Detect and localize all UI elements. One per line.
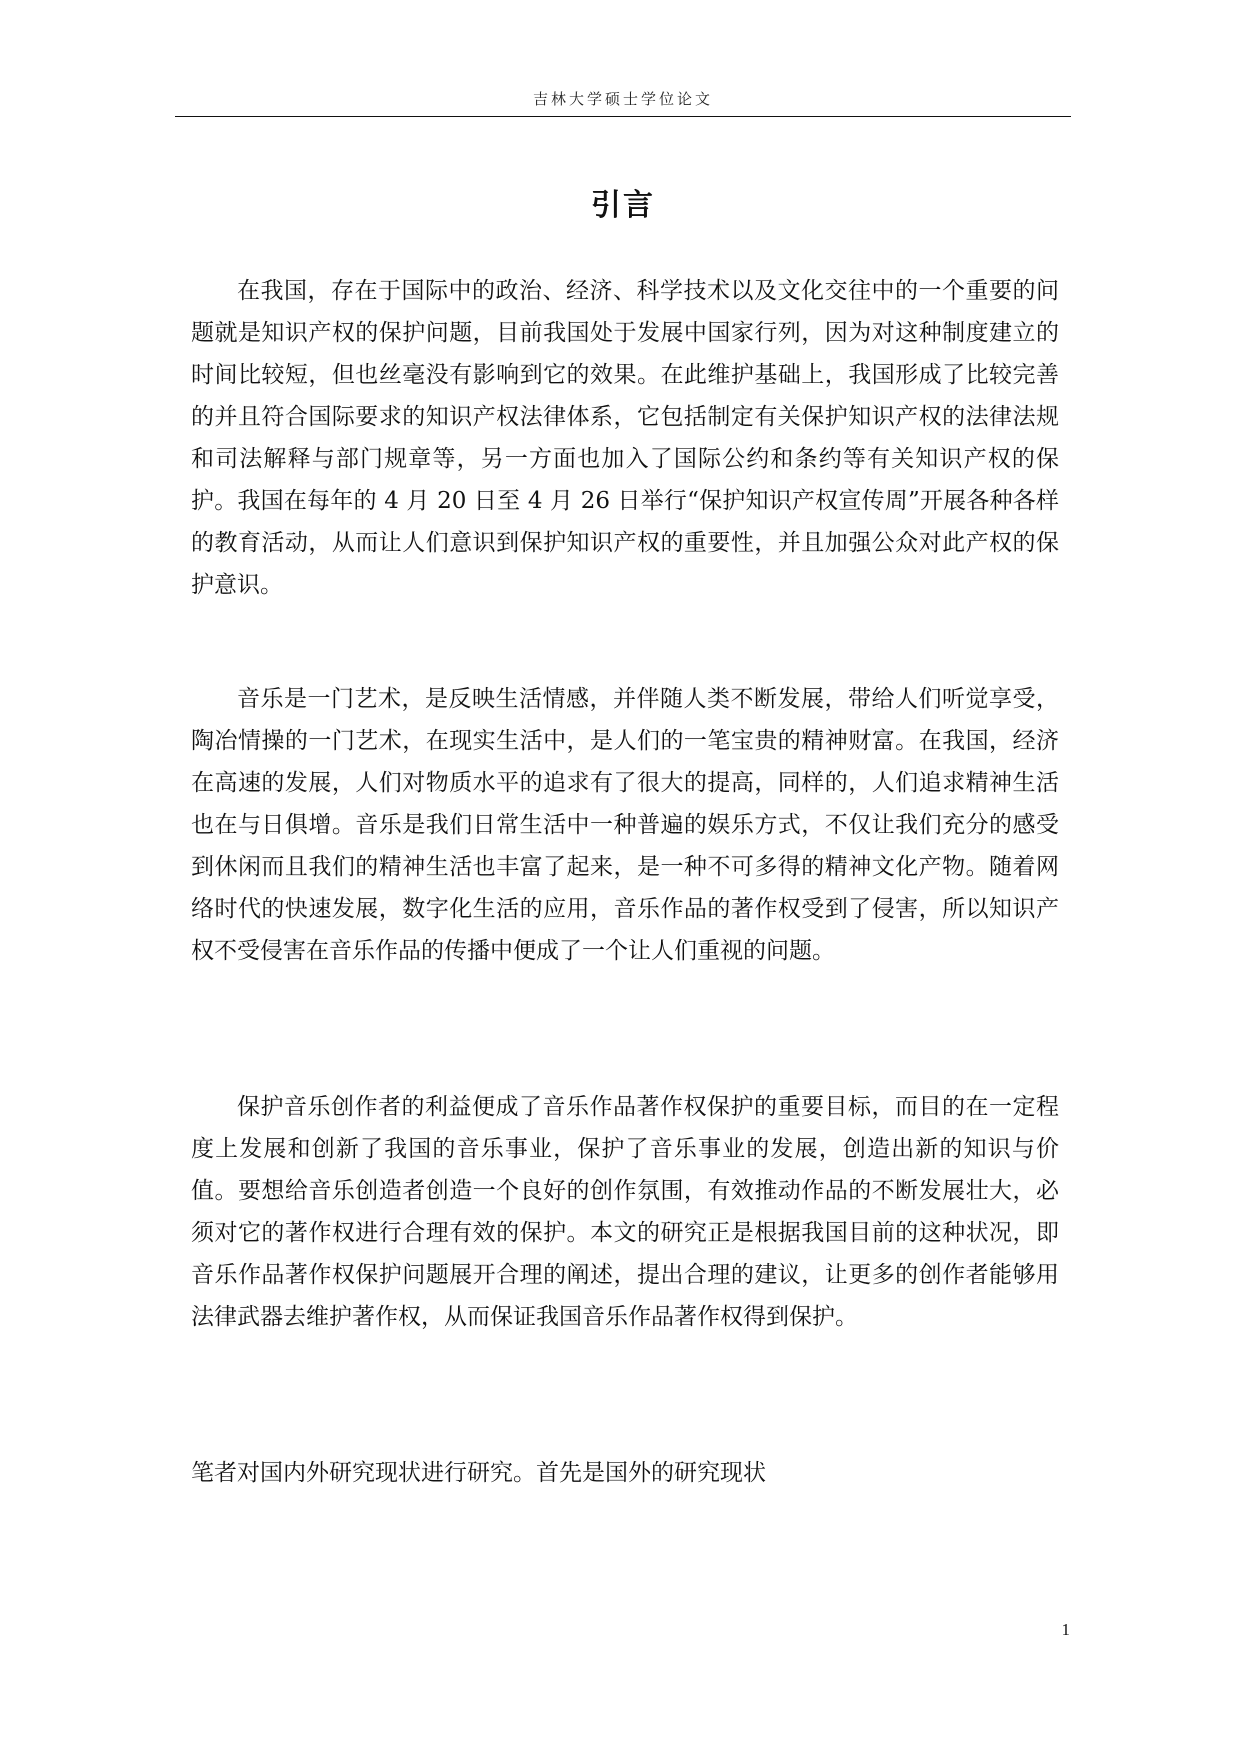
paragraph-2: 音乐是一门艺术，是反映生活情感，并伴随人类不断发展，带给人们听觉享受，陶冶情操的一门艺术，在现实生活中，是人们的一笔宝贵的精神财富。在我国，经济在高速的发展，人们对物质水平的追求有了很大的提高，同样的，人们追求精神生活也在与日俱增。音乐是我们日常生活中一种普遍的娱乐方式，不仅让我们充分的感受到休闲而且我们的精神生活也丰富了起来，是一种不可多得的精神文化产物。随着网络时代的快速发展，数字化生活的应用，音乐作品的著作权受到了侵害，所以知识产权不受侵害在音乐作品的传播中便成了一个让人们重视的问题。 bbox=[191, 686, 1059, 964]
paragraph-4: 笔者对国内外研究现状进行研究。首先是国外的研究现状 bbox=[191, 1460, 766, 1486]
running-header: 吉林大学硕士学位论文 bbox=[532, 90, 713, 108]
paragraph-3: 保护音乐创作者的利益便成了音乐作品著作权保护的重要目标，而目的在一定程度上发展和创新了我国的音乐事业，保护了音乐事业的发展，创造出新的知识与价值。要想给音乐创造者创造一个良好的创作氛围，有效推动作品的不断发展壮大，必须对它的著作权进行合理有效的保护。本文的研究正是根据我国目前的这种状况，即音乐作品著作权保护问题展开合理的阐述，提出合理的建议，让更多的创作者能够用法律武器去维护著作权，从而保证我国音乐作品著作权得到保护。 bbox=[191, 1094, 1059, 1330]
chapter-title: 引言 bbox=[591, 188, 655, 223]
header-divider bbox=[175, 116, 1071, 117]
page-number: 1 bbox=[1061, 1620, 1070, 1639]
paragraph-1: 在我国，存在于国际中的政治、经济、科学技术以及文化交往中的一个重要的问题就是知识产权的保护问题，目前我国处于发展中国家行列，因为对这种制度建立的时间比较短，但也丝毫没有影响到它的效果。在此维护基础上，我国形成了比较完善的并且符合国际要求的知识产权法律体系，它包括制定有关保护知识产权的法律法规和司法解释与部门规章等，另一方面也加入了国际公约和条约等有关知识产权的保护。我国在每年的 4 月 20 日至 4 月 26 日举行“保护知识产权宣传周”开展各种各样的教育活动，从而让人们意识到保护知识产权的重要性，并且加强公众对此产权的保护意识。 bbox=[191, 278, 1059, 598]
